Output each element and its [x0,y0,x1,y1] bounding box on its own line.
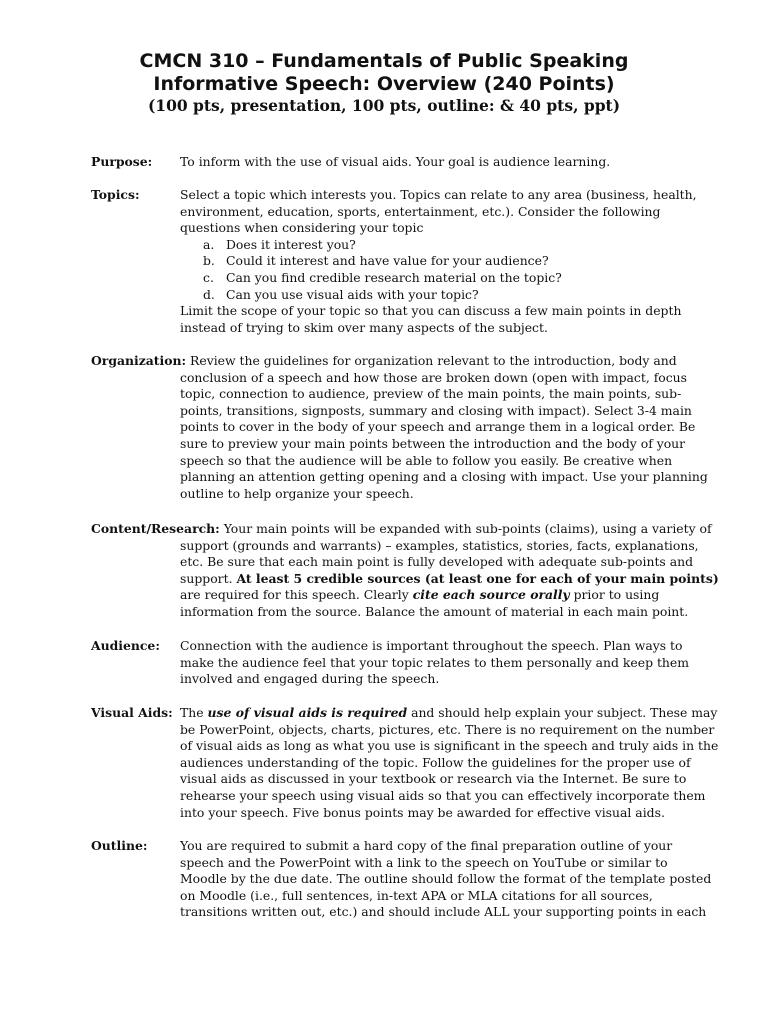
organization-first-line: Organization: Review the guidelines for organization relevant to the introduction, body and [91,353,677,368]
content-line: etc. Be sure that each main point is fully developed with adequate sub-points and [180,554,694,570]
content-research-section [91,521,719,621]
content-first-line: Content/Research: Your main points will be expanded with sub-points (claims), using a variety of [91,521,712,536]
organization-line: planning an attention getting opening and a closing with impact. Use your planning [180,469,708,485]
assignment-title: Informative Speech: Overview (240 Points) [153,73,615,95]
visual-aids-section [91,705,719,821]
topic-question-item: d. Can you use visual aids with your topic? [203,286,479,302]
outline-section [91,838,712,921]
outline-line: on Moodle (i.e., full sentences, in-text APA or MLA citations for all sources, [180,887,653,903]
organization-line: topic, connection to audience, preview of the main points, the main points, sub- [180,386,682,402]
audience-line: make the audience feel that your topic relates to them personally and keep them [180,654,689,670]
course-title: CMCN 310 – Fundamentals of Public Speaking [139,50,629,72]
visual-aids-line: The use of visual aids is required and should help explain your subject. These may [180,705,718,720]
organization-line: sure to preview your main points between the introduction and the body of your [180,435,686,451]
organization-line: conclusion of a speech and how those are broken down (open with impact, focus [180,369,688,385]
content-line: support (grounds and warrants) – examples, statistics, stories, facts, explanations, [180,537,699,553]
outline-line: speech and the PowerPoint with a link to the speech on YouTube or similar to [180,854,668,870]
content-line: information from the source. Balance the amount of material in each main point. [180,603,689,619]
outline-label: Outline: [91,838,148,853]
topics-line: environment, education, sports, entertainment, etc.). Consider the following [180,203,661,219]
cite-orally-emphasis: cite each source orally [412,587,570,603]
sources-requirement: At least 5 credible sources (at least one for each of your main points) [236,570,719,586]
outline-line: transitions written out, etc.) and should include ALL your supporting points in each [180,904,707,920]
content-line: are required for this speech. Clearly cite each source orally prior to using [180,587,660,603]
visual-aids-line: into your speech. Five bonus points may be awarded for effective visual aids. [180,804,665,820]
visual-aids-line: rehearse your speech using visual aids so that you can effectively incorporate them [180,787,706,803]
organization-line: points to cover in the body of your speech and arrange them in a logical order. Be [180,419,696,435]
purpose-label: Purpose: [91,154,153,169]
audience-line: involved and engaged during the speech. [180,671,440,687]
visual-aids-line: of visual aids as long as what you use is significant in the speech and truly aids in the [180,738,719,754]
content-research-label: Content/Research: [91,521,220,536]
audience-line: Connection with the audience is important throughout the speech. Plan ways to [180,638,683,653]
document-title [0,50,768,96]
topics-line: questions when considering your topic [180,220,424,236]
visual-aids-line: audiences understanding of the topic. Follow the guidelines for the proper use of [180,754,691,770]
points-breakdown: (100 pts, presentation, 100 pts, outline: & 40 pts, ppt) [147,96,621,115]
visual-aids-required-emphasis: use of visual aids is required [207,705,408,720]
visual-aids-label: Visual Aids: [91,705,173,720]
audience-section [91,638,691,688]
purpose-section [91,154,691,171]
audience-label: Audience: [91,638,160,653]
organization-label: Organization: [91,353,187,368]
topics-section [91,187,697,336]
topic-question-item: c. Can you find credible research material on the topic? [203,269,562,285]
topics-label: Topics: [91,187,140,202]
purpose-text: To inform with the use of visual aids. Your goal is audience learning. [180,154,611,169]
outline-line: You are required to submit a hard copy of the final preparation outline of your [180,838,673,853]
organization-section [91,353,708,502]
topic-question-item: b. Could it interest and have value for your audience? [203,253,549,269]
content-line: support. At least 5 credible sources (at least one for each of your main points) [180,570,719,586]
organization-line: outline to help organize your speech. [180,485,414,501]
outline-line: Moodle by the due date. The outline should follow the format of the template posted [180,871,712,887]
visual-aids-line: be PowerPoint, objects, charts, pictures, etc. There is no requirement on the number [180,721,715,737]
organization-line: points, transitions, signposts, summary and closing with impact). Select 3-4 main [180,402,692,418]
topics-closing-line: Limit the scope of your topic so that you can discuss a few main points in depth [180,303,682,319]
topic-question-item: a. Does it interest you? [203,236,356,252]
topics-closing-line: instead of trying to skim over many aspects of the subject. [180,319,548,335]
visual-aids-line: visual aids as discussed in your textbook or research via the Internet. Be sure to [180,771,687,787]
organization-line: speech so that the audience will be able to follow you easily. Be creative when [180,452,673,468]
topics-line: Select a topic which interests you. Topics can relate to any area (business, health, [180,187,697,202]
